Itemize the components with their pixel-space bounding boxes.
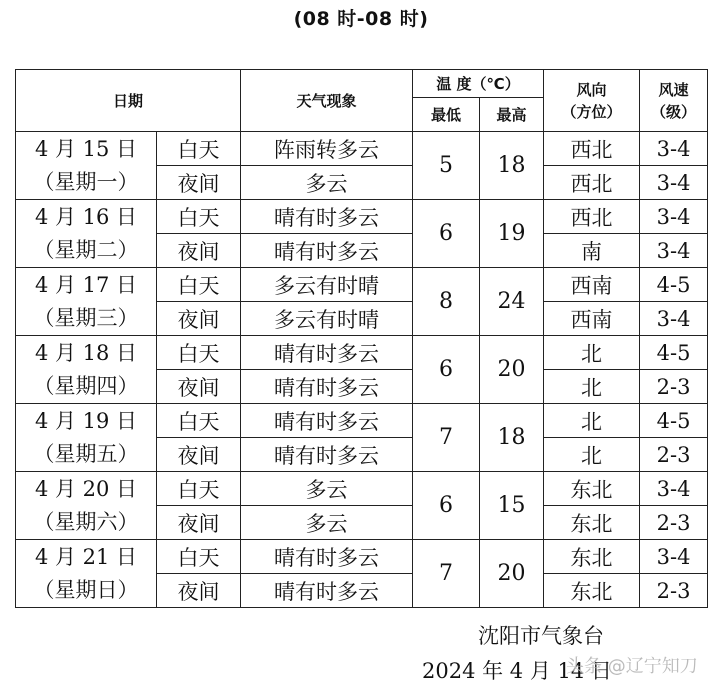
wind-direction: 西南: [544, 268, 640, 302]
date-label: 4 月 18 日: [34, 340, 138, 365]
wind-direction: 东北: [544, 540, 640, 574]
high-temp: 15: [480, 472, 544, 540]
header-low-temp: 最低: [413, 98, 480, 132]
wind-direction: 北: [544, 404, 640, 438]
header-wind-direction: [544, 70, 640, 132]
weekday-label: （星期五）: [33, 441, 139, 466]
wind-speed: 3-4: [640, 200, 708, 234]
wind-direction: 北: [544, 370, 640, 404]
wind-direction: 南: [544, 234, 640, 268]
date-label: 4 月 17 日: [34, 272, 138, 297]
weather-condition: 多云有时晴: [241, 268, 413, 302]
wind-speed: 2-3: [640, 506, 708, 540]
watermark: 头条 @辽宁知刀: [566, 656, 698, 677]
weekday-label: （星期三）: [33, 305, 139, 330]
wind-direction: 北: [544, 336, 640, 370]
period-night: 夜间: [157, 166, 241, 200]
low-temp: 6: [413, 336, 480, 404]
weather-condition: 晴有时多云: [241, 438, 413, 472]
period-day: 白天: [157, 336, 241, 370]
period-day: 白天: [157, 404, 241, 438]
weather-condition: 晴有时多云: [241, 200, 413, 234]
period-night: 夜间: [157, 574, 241, 608]
period-day: 白天: [157, 132, 241, 166]
period-day: 白天: [157, 540, 241, 574]
date-cell: [16, 200, 157, 268]
date-cell: [16, 268, 157, 336]
wind-speed: 4-5: [640, 404, 708, 438]
header-wind-direction-line1: 风向: [576, 80, 607, 99]
low-temp: 8: [413, 268, 480, 336]
header-weather: 天气现象: [241, 70, 413, 132]
weather-condition: 晴有时多云: [241, 234, 413, 268]
high-temp: 24: [480, 268, 544, 336]
date-label: 4 月 19 日: [34, 408, 138, 433]
weekday-label: （星期日）: [33, 577, 139, 602]
wind-speed: 2-3: [640, 574, 708, 608]
low-temp: 7: [413, 404, 480, 472]
weather-condition: 多云有时晴: [241, 302, 413, 336]
issue-date: 2024 年 4 月 14 日: [422, 659, 612, 683]
weather-condition: 多云: [241, 506, 413, 540]
high-temp: 20: [480, 540, 544, 608]
table-row: [16, 132, 708, 166]
weather-condition: 晴有时多云: [241, 404, 413, 438]
weather-condition: 多云: [241, 472, 413, 506]
weekday-label: （星期二）: [33, 237, 139, 262]
wind-direction: 西北: [544, 166, 640, 200]
date-cell: [16, 472, 157, 540]
date-cell: [16, 404, 157, 472]
weather-condition: 晴有时多云: [241, 336, 413, 370]
low-temp: 7: [413, 540, 480, 608]
table-row: [16, 336, 708, 370]
period-day: 白天: [157, 200, 241, 234]
high-temp: 19: [480, 200, 544, 268]
period-night: 夜间: [157, 438, 241, 472]
wind-speed: 4-5: [640, 336, 708, 370]
header-temperature: 温 度（℃）: [413, 70, 544, 98]
wind-speed: 3-4: [640, 472, 708, 506]
period-night: 夜间: [157, 370, 241, 404]
header-wind-speed-line1: 风速: [658, 80, 689, 99]
wind-speed: 3-4: [640, 166, 708, 200]
table-row: [16, 472, 708, 506]
weather-condition: 晴有时多云: [241, 540, 413, 574]
wind-speed: 3-4: [640, 540, 708, 574]
wind-speed: 3-4: [640, 234, 708, 268]
weekday-label: （星期一）: [33, 169, 139, 194]
header-wind-speed-line2: （级）: [651, 102, 697, 121]
wind-speed: 4-5: [640, 268, 708, 302]
table-row: [16, 200, 708, 234]
wind-direction: 西南: [544, 302, 640, 336]
header-date: 日期: [16, 70, 241, 132]
low-temp: 5: [413, 132, 480, 200]
weather-condition: 多云: [241, 166, 413, 200]
wind-direction: 西北: [544, 200, 640, 234]
table-row: [16, 404, 708, 438]
wind-direction: 西北: [544, 132, 640, 166]
period-day: 白天: [157, 268, 241, 302]
wind-speed: 2-3: [640, 438, 708, 472]
date-label: 4 月 15 日: [34, 136, 138, 161]
high-temp: 18: [480, 132, 544, 200]
forecast-body: [16, 132, 708, 608]
header-wind-direction-line2: （方位）: [561, 102, 622, 121]
period-night: 夜间: [157, 302, 241, 336]
date-label: 4 月 21 日: [34, 544, 138, 569]
wind-direction: 东北: [544, 574, 640, 608]
high-temp: 18: [480, 404, 544, 472]
table-subtitle: (08 时-08 时): [293, 8, 429, 30]
weather-condition: 阵雨转多云: [241, 132, 413, 166]
wind-direction: 东北: [544, 472, 640, 506]
weather-condition: 晴有时多云: [241, 370, 413, 404]
wind-direction: 北: [544, 438, 640, 472]
date-label: 4 月 16 日: [34, 204, 138, 229]
low-temp: 6: [413, 472, 480, 540]
low-temp: 6: [413, 200, 480, 268]
issuer-name: 沈阳市气象台: [478, 624, 604, 648]
period-night: 夜间: [157, 506, 241, 540]
table-row: [16, 540, 708, 574]
date-label: 4 月 20 日: [34, 476, 138, 501]
forecast-table: [15, 69, 708, 608]
date-cell: [16, 336, 157, 404]
header-high-temp: 最高: [480, 98, 544, 132]
wind-speed: 3-4: [640, 132, 708, 166]
high-temp: 20: [480, 336, 544, 404]
date-cell: [16, 540, 157, 608]
weather-condition: 晴有时多云: [241, 574, 413, 608]
period-day: 白天: [157, 472, 241, 506]
wind-direction: 东北: [544, 506, 640, 540]
wind-speed: 2-3: [640, 370, 708, 404]
wind-speed: 3-4: [640, 302, 708, 336]
header-wind-speed: [640, 70, 708, 132]
date-cell: [16, 132, 157, 200]
weekday-label: （星期四）: [33, 373, 139, 398]
weekday-label: （星期六）: [33, 509, 139, 534]
period-night: 夜间: [157, 234, 241, 268]
table-row: [16, 268, 708, 302]
